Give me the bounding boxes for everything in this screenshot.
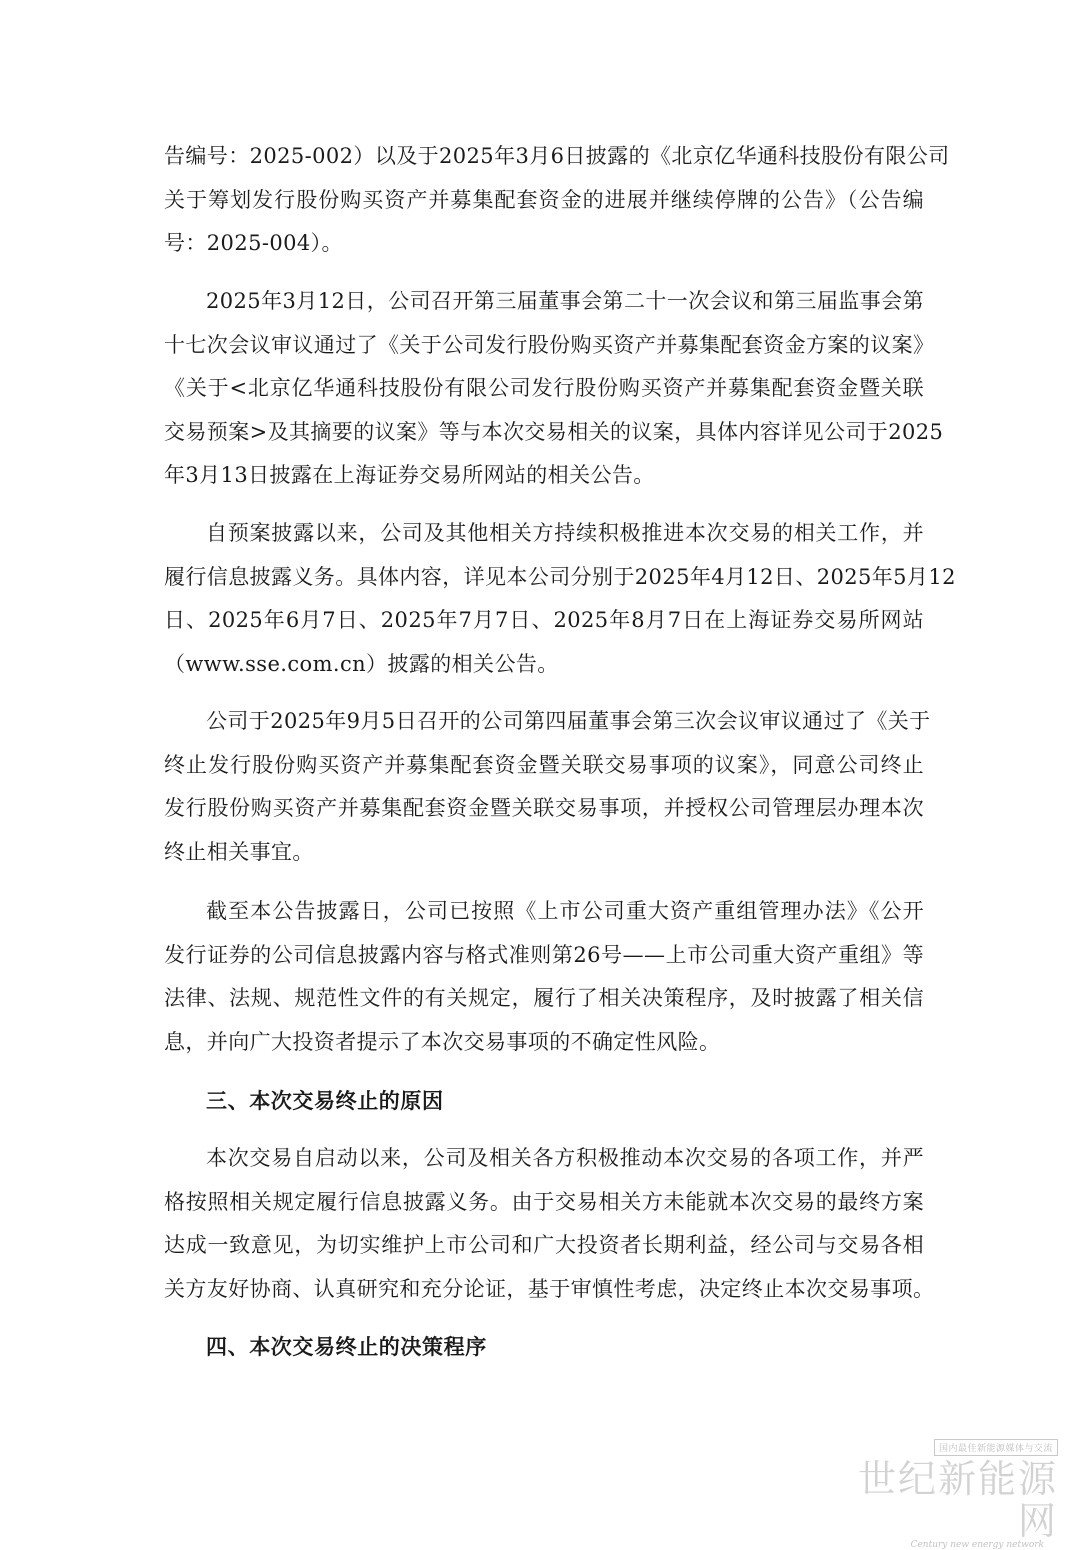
paragraph-progress-disclosures <box>164 512 956 686</box>
text-line: 发行股份购买资产并募集配套资金暨关联交易事项，并授权公司管理层办理本次 <box>164 796 924 820</box>
paragraph-announcement-references <box>164 135 950 266</box>
section-heading-termination-reason: 三、本次交易终止的原因 <box>206 1088 444 1113</box>
text-line: 终止相关事宜。 <box>164 839 314 864</box>
watermark-logo <box>858 1436 1059 1550</box>
watermark-subtitle: Century new energy network <box>910 1540 1044 1550</box>
paragraph-compliance-statement <box>164 890 924 1064</box>
text-line: 日、2025年6月7日、2025年7月7日、2025年8月7日在上海证券交易所网站 <box>164 608 924 632</box>
text-line: 关方友好协商、认真研究和充分论证，基于审慎性考虑，决定终止本次交易事项。 <box>164 1276 935 1301</box>
text-line: 息，并向广大投资者提示了本次交易事项的不确定性风险。 <box>164 1029 721 1054</box>
text-line: 履行信息披露义务。具体内容，详见本公司分别于2025年4月12日、2025年5月12 <box>164 564 956 589</box>
text-line: 本次交易自启动以来，公司及相关各方积极推动本次交易的各项工作，并严 <box>206 1146 924 1170</box>
text-line: 十七次会议审议通过了《关于公司发行股份购买资产并募集配套资金方案的议案》 <box>164 332 935 357</box>
text-line: 法律、法规、规范性文件的有关规定，履行了相关决策程序，及时披露了相关信 <box>164 986 924 1010</box>
text-line: 《关于<北京亿华通科技股份有限公司发行股份购买资产并募集配套资金暨关联 <box>164 376 924 400</box>
paragraph-termination-resolution <box>164 700 931 874</box>
paragraph-termination-reason <box>164 1137 935 1311</box>
text-line: 号：2025-004）。 <box>164 231 343 255</box>
text-line: 格按照相关规定履行信息披露义务。由于交易相关方未能就本次交易的最终方案 <box>164 1189 924 1214</box>
text-line: 截至本公告披露日，公司已按照《上市公司重大资产重组管理办法》《公开 <box>206 899 924 923</box>
watermark-brand: 世纪新能源网 <box>858 1457 1059 1543</box>
text-line: 2025年3月12日，公司召开第三届董事会第二十一次会议和第三届监事会第 <box>206 289 924 313</box>
text-line: 公司于2025年9月5日召开的公司第四届董事会第三次会议审议通过了《关于 <box>206 709 931 733</box>
paragraph-board-meeting-march <box>164 280 944 498</box>
text-line: 告编号：2025-002）以及于2025年3月6日披露的《北京亿华通科技股份有限公司 <box>164 144 950 168</box>
section-heading-decision-procedure: 四、本次交易终止的决策程序 <box>206 1334 487 1359</box>
text-line: 年3月13日披露在上海证券交易所网站的相关公告。 <box>164 463 655 487</box>
text-line: 自预案披露以来，公司及其他相关方持续积极推进本次交易的相关工作，并 <box>206 521 924 545</box>
text-line: （www.sse.com.cn）披露的相关公告。 <box>164 651 559 676</box>
watermark-tagline: 国内最佳新能源媒体与交流 <box>934 1439 1058 1456</box>
text-line: 达成一致意见，为切实维护上市公司和广大投资者长期利益，经公司与交易各相 <box>164 1233 924 1257</box>
text-line: 交易预案>及其摘要的议案》等与本次交易相关的议案，具体内容详见公司于2025 <box>164 419 944 444</box>
text-line: 发行证券的公司信息披露内容与格式准则第26号——上市公司重大资产重组》等 <box>164 942 924 967</box>
text-line: 终止发行股份购买资产并募集配套资金暨关联交易事项的议案》，同意公司终止 <box>164 752 924 777</box>
text-line: 关于筹划发行股份购买资产并募集配套资金的进展并继续停牌的公告》（公告编 <box>164 187 924 212</box>
